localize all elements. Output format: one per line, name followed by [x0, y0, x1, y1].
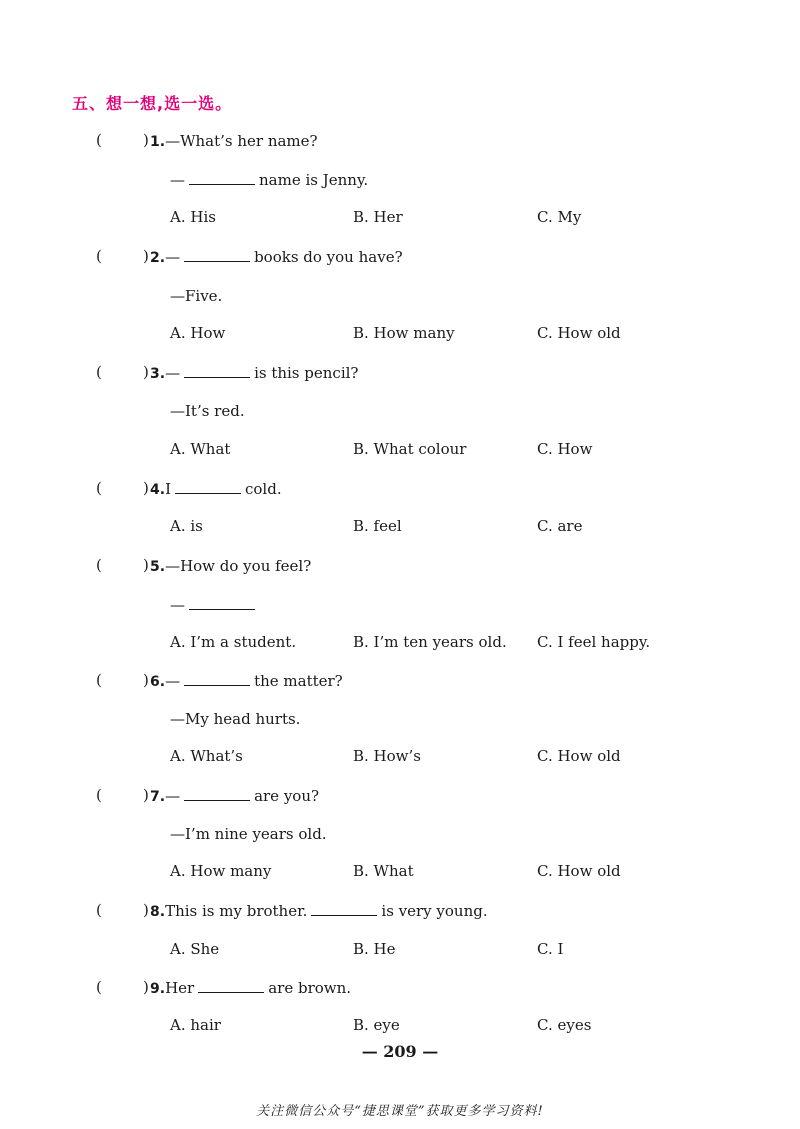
option-a[interactable]: A. What — [170, 440, 231, 458]
option-a[interactable]: A. is — [170, 517, 203, 535]
option-a[interactable]: A. How — [170, 324, 226, 342]
question-number: 5. — [150, 559, 166, 575]
option-c[interactable]: C. My — [537, 208, 582, 226]
question-text: are you? — [254, 787, 320, 805]
fill-in-blank[interactable] — [184, 671, 250, 686]
question-stem — [150, 247, 403, 268]
question-text: books do you have? — [254, 248, 403, 266]
question-text: This is my brother. — [165, 902, 308, 920]
answer-dash: — — [170, 171, 185, 189]
option-a[interactable]: A. I’m a student. — [170, 633, 297, 651]
question-stem — [150, 901, 488, 922]
question-text: I — [165, 480, 171, 498]
section-title: 五、想一想,选一选。 — [72, 94, 233, 113]
option-b[interactable]: B. What — [353, 862, 414, 880]
answer-paren-close: ) — [143, 479, 149, 497]
question-text: — — [165, 364, 181, 382]
answer-text: —Five. — [170, 287, 223, 305]
answer-paren-close: ) — [143, 901, 149, 919]
answer-text: —I’m nine years old. — [170, 825, 327, 843]
question-text: — — [165, 787, 181, 805]
option-a[interactable]: A. What’s — [170, 747, 243, 765]
answer-text: —It’s red. — [170, 402, 245, 420]
question-stem — [150, 556, 311, 577]
question-number: 9. — [150, 981, 166, 997]
fill-in-blank[interactable] — [184, 786, 250, 801]
question-number: 8. — [150, 904, 166, 920]
option-b[interactable]: B. eye — [353, 1016, 400, 1034]
fill-in-blank[interactable] — [184, 247, 250, 262]
question-stem — [150, 363, 358, 384]
answer-paren-open: ( — [96, 671, 102, 689]
option-b[interactable]: B. Her — [353, 208, 403, 226]
question-stem — [150, 786, 319, 807]
option-b[interactable]: B. feel — [353, 517, 402, 535]
question-text: is very young. — [381, 902, 488, 920]
answer-paren-open: ( — [96, 978, 102, 996]
option-c[interactable]: C. How old — [537, 324, 621, 342]
footer-note: 关注微信公众号“捷思课堂”获取更多学习资料! — [256, 1104, 544, 1119]
fill-in-blank[interactable] — [175, 479, 241, 494]
question-text: —What’s her name? — [165, 132, 318, 150]
question-text: — — [165, 672, 181, 690]
question-text: is this pencil? — [254, 364, 359, 382]
question-text: the matter? — [254, 672, 343, 690]
option-c[interactable]: C. eyes — [537, 1016, 592, 1034]
question-text: cold. — [245, 480, 282, 498]
fill-in-blank[interactable] — [189, 170, 255, 185]
answer-paren-open: ( — [96, 247, 102, 265]
answer-text: —My head hurts. — [170, 710, 301, 728]
answer-paren-open: ( — [96, 556, 102, 574]
question-stem — [150, 479, 282, 500]
answer-paren-close: ) — [143, 978, 149, 996]
question-number: 1. — [150, 134, 166, 150]
question-number: 4. — [150, 482, 166, 498]
option-c[interactable]: C. I — [537, 940, 564, 958]
fill-in-blank[interactable] — [184, 363, 250, 378]
option-a[interactable]: A. His — [170, 208, 216, 226]
answer-line — [170, 595, 259, 615]
answer-text: name is Jenny. — [259, 171, 369, 189]
option-b[interactable]: B. I’m ten years old. — [353, 633, 507, 651]
fill-in-blank[interactable] — [189, 595, 255, 610]
question-stem — [150, 978, 351, 999]
answer-paren-open: ( — [96, 786, 102, 804]
question-number: 3. — [150, 366, 166, 382]
answer-dash: — — [170, 596, 185, 614]
answer-paren-open: ( — [96, 131, 102, 149]
option-c[interactable]: C. are — [537, 517, 583, 535]
question-number: 2. — [150, 250, 166, 266]
option-a[interactable]: A. She — [170, 940, 220, 958]
question-stem — [150, 131, 318, 152]
answer-paren-close: ) — [143, 363, 149, 381]
option-a[interactable]: A. How many — [170, 862, 272, 880]
option-b[interactable]: B. How many — [353, 324, 455, 342]
option-c[interactable]: C. I feel happy. — [537, 633, 651, 651]
question-text: Her — [165, 979, 195, 997]
answer-paren-open: ( — [96, 363, 102, 381]
option-b[interactable]: B. He — [353, 940, 396, 958]
fill-in-blank[interactable] — [311, 901, 377, 916]
answer-paren-close: ) — [143, 247, 149, 265]
question-text: — — [165, 248, 181, 266]
option-b[interactable]: B. How’s — [353, 747, 421, 765]
answer-paren-open: ( — [96, 479, 102, 497]
page-number: — 209 — — [361, 1042, 439, 1061]
answer-paren-close: ) — [143, 131, 149, 149]
option-c[interactable]: C. How — [537, 440, 593, 458]
answer-paren-close: ) — [143, 556, 149, 574]
question-stem — [150, 671, 343, 692]
question-number: 6. — [150, 674, 166, 690]
answer-paren-open: ( — [96, 901, 102, 919]
option-c[interactable]: C. How old — [537, 747, 621, 765]
option-c[interactable]: C. How old — [537, 862, 621, 880]
question-number: 7. — [150, 789, 166, 805]
option-b[interactable]: B. What colour — [353, 440, 467, 458]
fill-in-blank[interactable] — [198, 978, 264, 993]
answer-paren-close: ) — [143, 671, 149, 689]
option-a[interactable]: A. hair — [170, 1016, 221, 1034]
question-text: are brown. — [268, 979, 352, 997]
question-text: —How do you feel? — [165, 557, 312, 575]
answer-line — [170, 170, 368, 190]
answer-paren-close: ) — [143, 786, 149, 804]
